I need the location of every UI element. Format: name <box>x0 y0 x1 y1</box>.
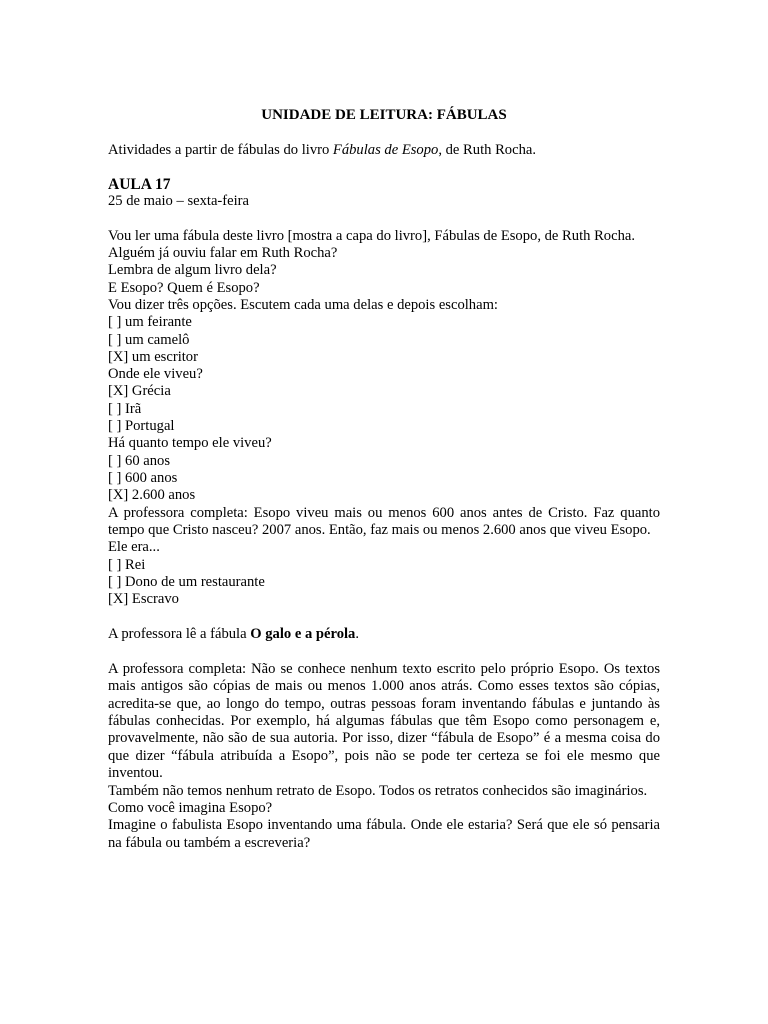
question-line: Ele era... <box>108 539 160 556</box>
lesson-heading: AULA 17 <box>108 176 171 193</box>
intro-text-start: Atividades a partir de fábulas do livro <box>108 142 333 158</box>
question-list <box>108 228 660 505</box>
question-line: Onde ele viveu? <box>108 366 203 383</box>
option-line: [X] Escravo <box>108 591 179 608</box>
teacher-completion-paragraph: A professora completa: Esopo viveu mais ou menos 600 anos antes de Cristo. Faz quanto tempo que Cristo nasceu? 2007 anos. Então, faz mais ou menos 2.600 anos que viveu Esopo. <box>108 504 660 538</box>
question-line: Lembra de algum livro dela? <box>108 262 277 279</box>
question-list-2 <box>108 539 660 608</box>
option-line: [X] um escritor <box>108 348 198 365</box>
lesson-date: 25 de maio – sexta-feira <box>108 193 250 209</box>
intro-paragraph <box>108 141 536 159</box>
page-title: UNIDADE DE LEITURA: FÁBULAS <box>261 107 507 123</box>
book-title: Fábulas de Esopo <box>332 142 439 158</box>
reading-text-end: . <box>355 626 360 643</box>
option-line: [ ] 60 anos <box>108 452 171 469</box>
question-line: Vou ler uma fábula deste livro [mostra a capa do livro], Fábulas de Esopo, de Ruth Rocha. <box>108 227 635 244</box>
option-line: [ ] Dono de um restaurante <box>108 573 265 590</box>
reading-text-start: A professora lê a fábula <box>108 626 251 643</box>
option-line: [ ] Irã <box>108 400 142 417</box>
portraits-paragraph: Também não temos nenhum retrato de Esopo. Todos os retratos conhecidos são imaginários. <box>108 782 648 799</box>
option-line: [X] Grécia <box>108 383 171 400</box>
imagine-prompt: Imagine o fabulista Esopo inventando uma fábula. Onde ele estaria? Será que ele só pensaria na fábula ou também a escreveria? <box>108 817 660 851</box>
intro-text-end: , de Ruth Rocha. <box>438 142 537 158</box>
lesson-section <box>108 176 660 852</box>
option-line: [X] 2.600 anos <box>108 487 196 504</box>
option-line: [ ] um camelô <box>108 331 190 348</box>
option-line: [ ] Rei <box>108 556 146 573</box>
question-line: Há quanto tempo ele viveu? <box>108 435 272 452</box>
fable-title: O galo e a pérola <box>250 626 356 643</box>
imagine-question: Como você imagina Esopo? <box>108 800 273 817</box>
teacher-explanation-paragraph: A professora completa: Não se conhece nenhum texto escrito pelo próprio Esopo. Os textos mais antigos são cópias de mais ou menos 1.000 anos atrás. Como esses textos são cópias, acredita-se que, ao longo do tempo, outras pessoas foram inventando fábulas e juntando às fábulas conhecidas. Por exemplo, há algumas fábulas que têm Esopo como personagem e, provavelmente, não são de sua autoria. Por isso, dizer “fábula de Esopo” é a mesma coisa do que dizer “fábula atribuída a Esopo”, pois não se pode ter certeza se foi ele mesmo que inventou. <box>108 660 660 782</box>
option-line: [ ] Portugal <box>108 418 175 435</box>
question-line: E Esopo? Quem é Esopo? <box>108 279 260 296</box>
question-line: Vou dizer três opções. Escutem cada uma delas e depois escolham: <box>108 296 498 313</box>
question-line: Alguém já ouviu falar em Ruth Rocha? <box>108 245 338 262</box>
option-line: [ ] 600 anos <box>108 469 178 486</box>
option-line: [ ] um feirante <box>108 314 192 331</box>
reading-paragraph <box>108 626 660 643</box>
